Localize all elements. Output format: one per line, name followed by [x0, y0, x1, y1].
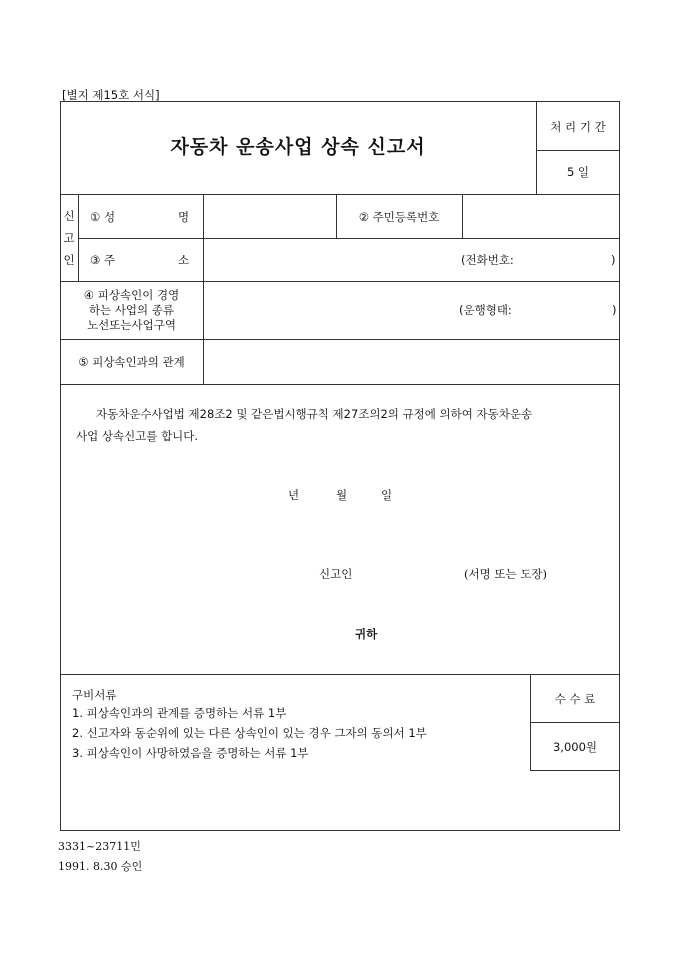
phone-field[interactable]	[530, 239, 610, 280]
declaration-text: 사업 상속신고를 합니다.	[76, 429, 199, 443]
operation-type-field[interactable]	[530, 282, 610, 338]
address-label-tail: 소	[178, 253, 190, 267]
footer-approval: 1991. 8.30 승인	[58, 860, 143, 873]
documents-heading: 구비서류	[72, 688, 117, 702]
business-label-line: ④ 피상속인이 경영	[83, 288, 180, 302]
page-title: 자동차 운송사업 상속 신고서	[170, 136, 426, 158]
business-label-line: 노선또는사업구역	[87, 318, 176, 332]
applicant-group-label-char: 고	[63, 231, 75, 245]
fee-label: 수 수 료	[554, 692, 596, 706]
divider	[60, 674, 620, 675]
address-label: ③ 주	[90, 253, 116, 267]
applicant-group-label-char: 인	[63, 253, 75, 267]
date-month-label: 월	[336, 488, 348, 502]
addressee-label: 귀하	[355, 627, 378, 641]
name-label: ① 성	[90, 210, 116, 224]
rrn-field[interactable]	[463, 195, 619, 237]
divider	[530, 722, 620, 723]
name-label-tail: 명	[178, 210, 190, 224]
divider	[536, 150, 620, 151]
date-day-label: 일	[381, 488, 393, 502]
applicant-group-label-char: 신	[63, 209, 75, 223]
phone-label: (전화번호:	[461, 253, 514, 267]
rrn-label: ② 주민등록번호	[358, 210, 440, 224]
signature-label: (서명 또는 도장)	[464, 567, 547, 581]
reporter-label: 신고인	[319, 567, 353, 581]
divider	[530, 770, 620, 771]
business-label-line: 하는 사업의 종류	[88, 303, 175, 317]
fee-value: 3,000원	[552, 740, 598, 754]
processing-period-label: 처 리 기 간	[550, 120, 606, 134]
document-item: 3. 피상속인이 사망하였음을 증명하는 서류 1부	[72, 746, 309, 760]
date-year-label: 년	[288, 488, 300, 502]
relation-label: ⑤ 피상속인과의 관계	[78, 355, 185, 369]
phone-close: )	[611, 253, 616, 267]
document-item: 1. 피상속인과의 관계를 증명하는 서류 1부	[72, 706, 287, 720]
relation-field[interactable]	[204, 340, 619, 383]
divider	[536, 101, 537, 194]
address-field[interactable]	[204, 239, 454, 280]
operation-type-label: (운행형태:	[459, 303, 512, 317]
name-field[interactable]	[204, 195, 335, 237]
document-item: 2. 신고자와 동순위에 있는 다른 상속인이 있는 경우 그자의 동의서 1부	[72, 726, 427, 740]
form-number-label: [별지 제15호 서식]	[62, 88, 160, 102]
footer-form-number: 3331~23711민	[58, 840, 141, 853]
business-type-field[interactable]	[204, 282, 454, 338]
operation-type-close: )	[612, 303, 617, 317]
processing-period-value: 5 일	[566, 165, 590, 179]
divider	[60, 384, 620, 385]
declaration-text: 자동차운수사업법 제28조2 및 같은법시행규칙 제27조의2의 규정에 의하여 자동차운송	[96, 407, 533, 421]
